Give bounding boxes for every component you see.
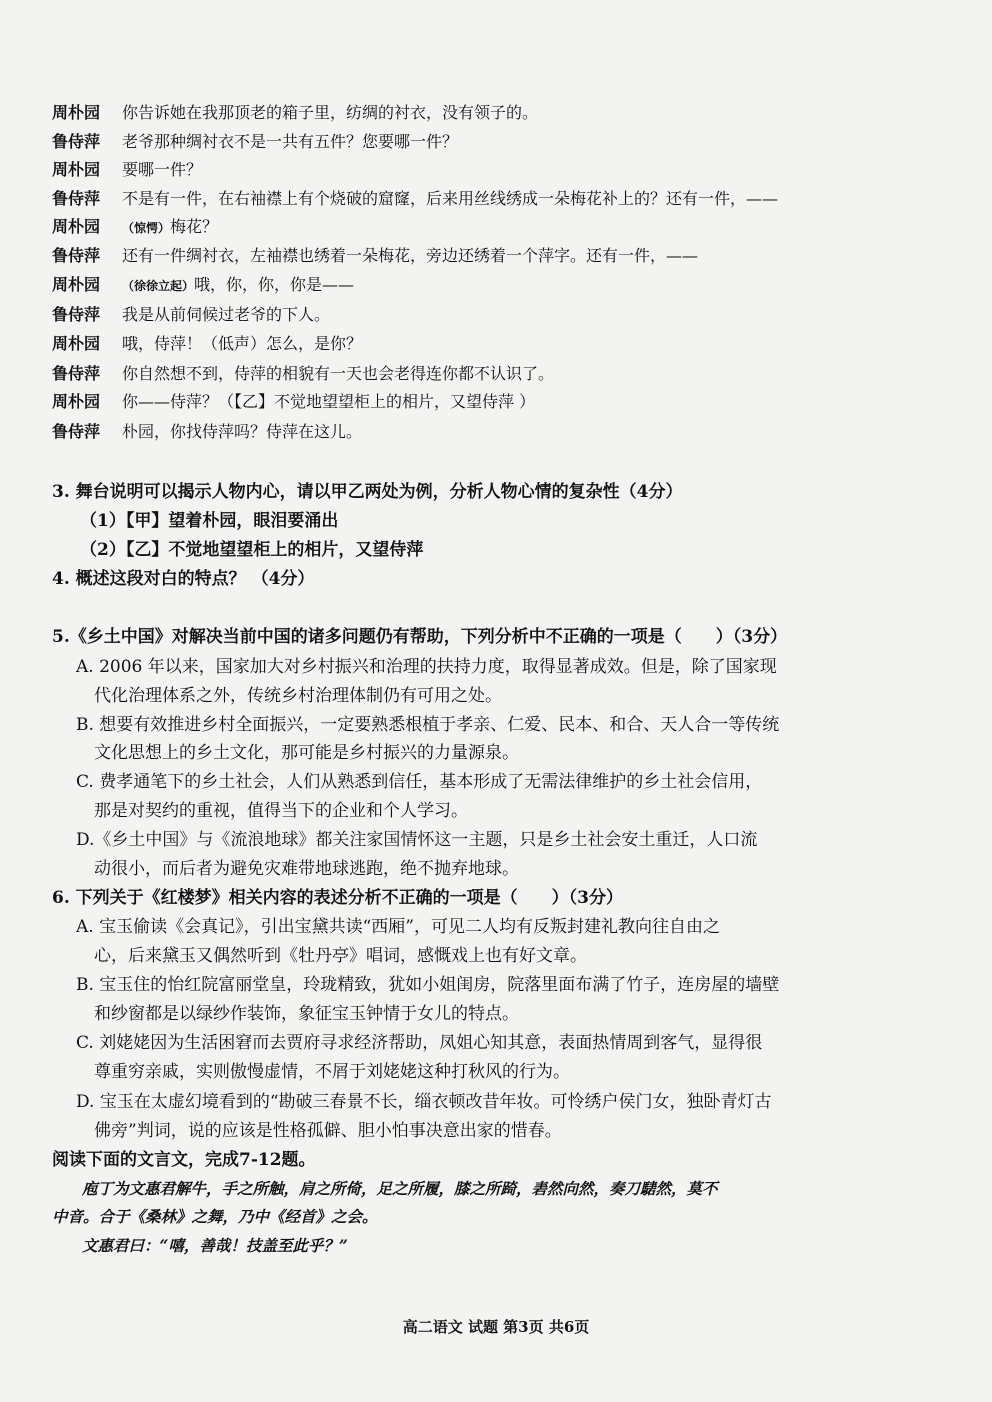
question-6-option-d: D. 宝玉在太虚幻境看到的“勘破三春景不长，缁衣顿改昔年妆。可怜绣户侯门女，独卧青灯古 [76,1092,772,1112]
question-5-option-a: A. 2006 年以来，国家加大对乡村振兴和治理的扶持力度，取得显著成效。但是，除了国家现 [76,657,777,677]
question-3-item: （2）【乙】不觉地望望柜上的相片，又望侍萍 [80,540,424,560]
question-6-option-b-cont: 和纱窗都是以绿纱作装饰，象征宝玉钟情于女儿的特点。 [94,1004,519,1024]
dialogue-text: 哦，侍萍！（低声）怎么，是你？ [122,334,363,353]
dialogue-line [52,392,535,413]
dialogue-text: 朴园，你找侍萍吗？侍萍在这儿。 [122,422,363,441]
question-5-option-b-cont: 文化思想上的乡土文化，那可能是乡村振兴的力量源泉。 [94,743,519,763]
question-6-stem: 6. 下列关于《红楼梦》相关内容的表述分析不正确的一项是（ ）（3分） [52,888,623,908]
question-5-option-b: B. 想要有效推进乡村全面振兴，一定要熟悉根植于孝亲、仁爱、民本、和合、天人合一等传统 [76,715,780,735]
speaker-name: 周朴园 [52,103,101,122]
dialogue-line [52,189,778,210]
dialogue-line [52,334,362,355]
dialogue-line [52,275,354,296]
dialogue-text: 不是有一件，在右袖襟上有个烧破的窟窿，后来用丝线绣成一朵梅花补上的？还有一件，—— [122,189,779,208]
dialogue-text: 你——侍萍？（【乙】不觉地望望柜上的相片，又望侍萍 ） [122,392,536,411]
stage-direction: （徐徐立起） [122,279,195,293]
question-6-option-a: A. 宝玉偷读《会真记》，引出宝黛共读“西厢”，可见二人均有反叛封建礼教向往自由之 [76,917,720,937]
dialogue-text: 梅花？ [170,217,219,236]
speaker-name: 鲁侍萍 [52,189,101,208]
question-3-stem: 3. 舞台说明可以揭示人物内心，请以甲乙两处为例，分析人物心情的复杂性（4分） [52,482,683,502]
speaker-name: 鲁侍萍 [52,132,101,151]
question-6-option-c: C. 刘姥姥因为生活困窘而去贾府寻求经济帮助，凤姐心知其意，表面热情周到客气，显得很 [76,1033,763,1053]
question-6-option-a-cont: 心，后来黛玉又偶然听到《牡丹亭》唱词，感慨戏上也有好文章。 [94,946,587,966]
page-footer: 高二语文 试题 第3页 共6页 [402,1318,590,1336]
dialogue-text: 你自然想不到，侍萍的相貌有一天也会老得连你都不认识了。 [122,364,555,383]
stage-direction: （惊愕） [122,221,171,235]
question-4-stem: 4. 概述这段对白的特点？ （4分） [52,569,315,589]
dialogue-line [52,160,202,181]
question-5-option-a-cont: 代化治理体系之外，传统乡村治理体制仍有可用之处。 [94,686,502,706]
question-6-option-b: B. 宝玉住的怡红院富丽堂皇，玲珑精致，犹如小姐闺房，院落里面布满了竹子，连房屋的墙壁 [76,975,780,995]
question-5-option-d: D.《乡土中国》与《流浪地球》都关注家国情怀这一主题，只是乡土社会安土重迁，人口流 [76,830,758,850]
reading-heading: 阅读下面的文言文，完成7-12题。 [52,1150,316,1170]
speaker-name: 鲁侍萍 [52,305,101,324]
question-5-option-c-cont: 那是对契约的重视，值得当下的企业和个人学习。 [94,801,468,821]
dialogue-line [52,132,458,153]
classical-text-line: 文惠君曰：“嘻，善哉！技盖至此乎？” [82,1236,348,1255]
dialogue-text: 你告诉她在我那顶老的箱子里，纺绸的衬衣，没有领子的。 [122,103,539,122]
speaker-name: 鲁侍萍 [52,364,101,383]
speaker-name: 周朴园 [52,160,101,179]
dialogue-text: 哦，你，你，你是—— [194,275,355,294]
question-5-option-c: C. 费孝通笔下的乡土社会，人们从熟悉到信任，基本形成了无需法律维护的乡土社会信用， [76,772,763,792]
dialogue-line [52,422,362,443]
classical-text-line: 中音。合于《桑林》之舞，乃中《经首》之会。 [52,1207,378,1226]
speaker-name: 周朴园 [52,392,101,411]
dialogue-text: 要哪一件？ [122,160,203,179]
dialogue-line [52,305,330,326]
speaker-name: 周朴园 [52,275,101,294]
dialogue-line [52,217,218,238]
question-6-option-c-cont: 尊重穷亲戚，实则傲慢虚情，不屑于刘姥姥这种打秋风的行为。 [94,1062,570,1082]
speaker-name: 鲁侍萍 [52,246,101,265]
classical-text-line: 庖丁为文惠君解牛，手之所触，肩之所倚，足之所履，膝之所踦，砉然向然，奏刀騞然，莫不 [82,1179,718,1198]
question-5-option-d-cont: 动很小，而后者为避免灾难带地球逃跑，绝不抛弃地球。 [94,859,519,879]
dialogue-line [52,103,538,124]
dialogue-text: 我是从前伺候过老爷的下人。 [122,305,331,324]
dialogue-text: 还有一件绸衬衣，左袖襟也绣着一朵梅花，旁边还绣着一个萍字。还有一件，—— [122,246,699,265]
dialogue-text: 老爷那种绸衬衣不是一共有五件？您要哪一件？ [122,132,459,151]
speaker-name: 周朴园 [52,334,101,353]
question-6-option-d-cont: 佛旁”判词，说的应该是性格孤僻、胆小怕事决意出家的惜春。 [94,1121,562,1141]
question-3-item: （1）【甲】望着朴园，眼泪要涌出 [80,511,339,531]
speaker-name: 鲁侍萍 [52,422,101,441]
dialogue-line [52,246,698,267]
dialogue-line [52,364,554,385]
question-5-stem: 5.《乡土中国》对解决当前中国的诸多问题仍有帮助，下列分析中不正确的一项是（ ）（3分） [52,627,788,647]
speaker-name: 周朴园 [52,217,101,236]
